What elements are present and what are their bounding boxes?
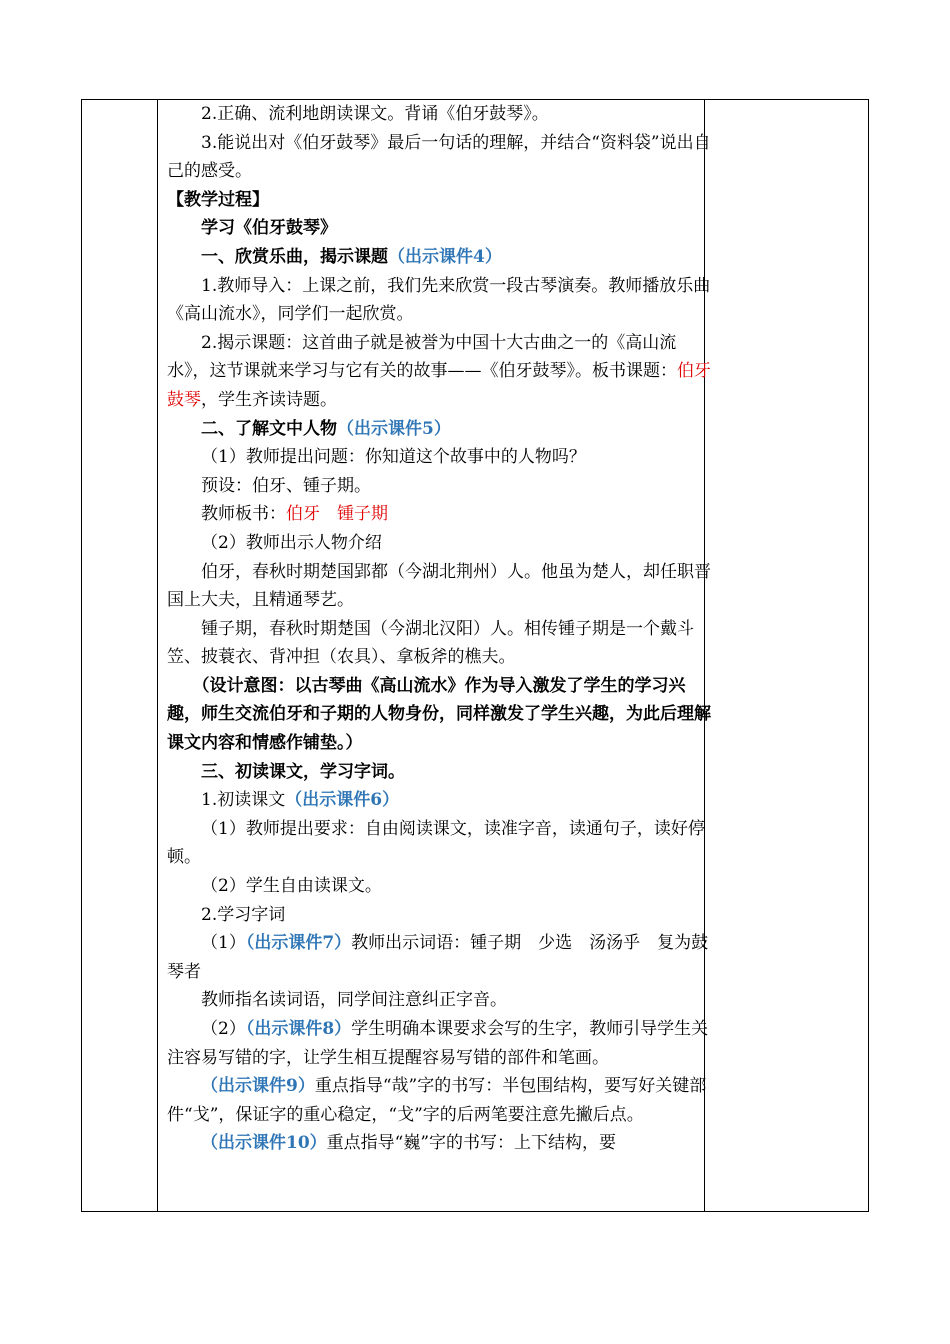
section-3-para-9-text: 重点指导“巍”字的书写：上下结构，要	[326, 1133, 617, 1154]
section-3-para-5-num: （1）	[201, 933, 246, 954]
courseware-ref-5: （出示课件5）	[337, 418, 451, 439]
section-1-para-2	[167, 329, 715, 415]
board-name-1: 伯牙	[286, 504, 320, 525]
board-name-2: 锺子期	[337, 504, 388, 525]
design-intent-1	[167, 672, 715, 758]
courseware-ref-8: （出示课件8）	[245, 1019, 352, 1039]
section-3-para-4: 2.学习字词	[201, 904, 286, 925]
section-1-heading	[167, 243, 715, 272]
design-intent-label: （设计意图：	[192, 675, 295, 696]
boya-intro: 伯牙，春秋时期楚国郢都（今湖北荆州）人。他虽为楚人，却任职晋国上大夫，且精通琴艺。	[167, 561, 711, 611]
section-2-para-3	[167, 500, 715, 529]
design-intent-text: 以古琴曲《高山流水》作为导入激发了学生的学习兴趣，师生交流伯牙和子期的人物身份，同样激发了学生兴趣，为此后理解课文内容和情感作铺垫。）	[167, 675, 711, 754]
objective-3: 3.能说出对《伯牙鼓琴》最后一句话的理解，并结合“资料袋”说出自己的感受。	[167, 132, 711, 182]
teaching-content-cell	[158, 100, 715, 1158]
section-3-para-5-text: 教师出示词语：锺子期 少选 汤汤乎 复为鼓琴者	[167, 933, 709, 982]
section-3-para-7-text: 学生明确本课要求会写的生字，教师引导学生关注容易写错的字，让学生相互提醒容易写错的部件和笔画。	[167, 1019, 709, 1068]
teaching-process-heading: 【教学过程】	[167, 189, 269, 210]
section-3-para-3: （2）学生自由读课文。	[201, 876, 382, 897]
section-3-para-7-num: （2）	[201, 1019, 246, 1039]
section-2-para-4: （2）教师出示人物介绍	[201, 532, 382, 553]
section-1-title: 一、欣赏乐曲，揭示课题	[201, 246, 388, 267]
section-3-para-8	[167, 1072, 715, 1129]
courseware-ref-6: （出示课件6）	[285, 790, 400, 811]
section-2-title: 二、了解文中人物	[201, 418, 337, 439]
board-title: 伯牙鼓琴	[167, 361, 711, 410]
section-1-para-1: 1.教师导入：上课之前，我们先来欣赏一段古琴演奏。教师播放乐曲《高山流水》，同学们一起欣赏。	[167, 275, 711, 325]
board-label: 教师板书：	[201, 504, 286, 525]
courseware-ref-7: （出示课件7）	[245, 933, 352, 954]
section-3-para-1-text: 1.初读课文	[201, 790, 286, 811]
section-3-para-6: 教师指名读词语，同学间注意纠正字音。	[201, 990, 507, 1011]
section-2-para-2: 预设：伯牙、锺子期。	[201, 475, 371, 496]
section-3-heading: 三、初读课文，学习字词。	[201, 761, 405, 782]
section-2-para-1: （1）教师提出问题：你知道这个故事中的人物吗？	[201, 447, 586, 468]
section-3-para-9	[167, 1129, 715, 1158]
lesson-subtitle: 学习《伯牙鼓琴》	[201, 218, 337, 239]
section-3-para-2: （1）教师提出要求：自由阅读课文，读准字音，读通句子，读好停顿。	[167, 818, 705, 868]
courseware-ref-10: （出示课件10）	[201, 1133, 327, 1154]
courseware-ref-9: （出示课件9）	[201, 1076, 315, 1097]
section-2-heading	[167, 415, 715, 444]
section-1-para-2-tail: ，学生齐读诗题。	[201, 389, 337, 410]
lesson-table	[81, 99, 869, 1212]
section-3-para-7	[167, 1015, 715, 1072]
courseware-ref-4: （出示课件4）	[388, 246, 502, 267]
section-1-para-2-text: 2.揭示课题：这首曲子就是被誉为中国十大古曲之一的《高山流水》，这节课就来学习与它有关的故事——《伯牙鼓琴》。板书课题：	[167, 332, 677, 382]
section-3-para-8-text: 重点指导“哉”字的书写：半包围结构，要写好关键部件“戈”，保证字的重心稳定，“戈”字的后两笔要注意先撇后点。	[167, 1076, 707, 1125]
section-3-para-1	[167, 786, 715, 815]
objective-2: 2.正确、流利地朗读课文。背诵《伯牙鼓琴》。	[201, 104, 549, 124]
zhongziqi-intro: 锺子期，春秋时期楚国（今湖北汉阳）人。相传锺子期是一个戴斗笠、披蓑衣、背冲担（农具）、拿板斧的樵夫。	[167, 618, 694, 668]
section-3-para-5	[167, 929, 715, 986]
